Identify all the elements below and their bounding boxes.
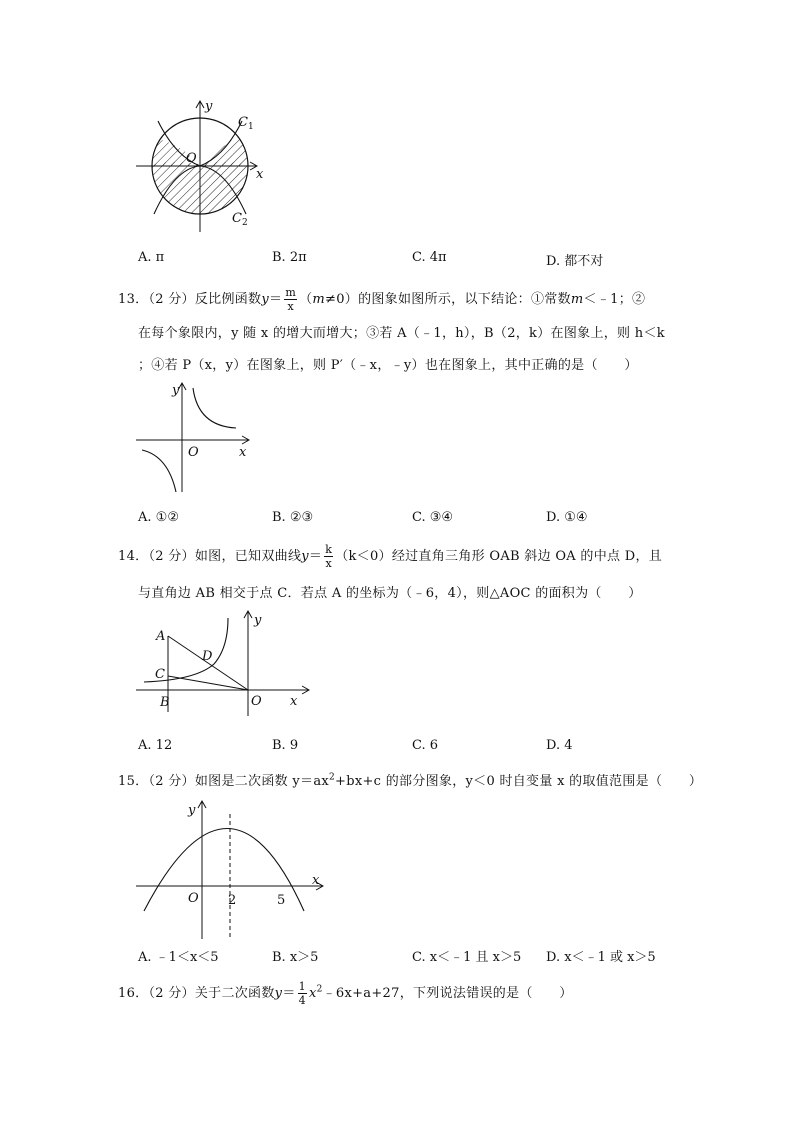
q15-label-o: O xyxy=(188,891,199,906)
q15-line-1: 15．（2 分）如图是二次函数 $y=ax^2+bx+c$ 的部分图象，y＜0 时自变量 x 的取值范围是（ ） xyxy=(118,772,703,789)
q15-figure xyxy=(136,796,336,941)
q12-label-c1: $C_1$ xyxy=(238,115,254,132)
q12-figure xyxy=(130,96,270,236)
q12-label-x: x xyxy=(256,167,264,182)
q14-line-2: 与直角边 AB 相交于点 C．若点 A 的坐标为（﹣6，4），则△AOC 的面积为（ ） xyxy=(138,586,642,601)
q14-option-d[interactable]: D. 4 xyxy=(546,738,573,753)
q15-option-c[interactable]: C. x＜﹣1 且 x＞5 xyxy=(412,950,522,965)
q13-line-3: ；④若 P（x，y）在图象上，则 P′（﹣x，﹣y）也在图象上，其中正确的是（ ） xyxy=(138,358,638,373)
q14-label-b: B xyxy=(160,695,170,710)
q13-label-y: y xyxy=(172,383,180,398)
q12-option-d[interactable]: D. 都不对 xyxy=(546,254,604,269)
q12-option-a[interactable]: A. π xyxy=(138,250,165,265)
q14-label-x: x xyxy=(290,694,298,709)
q14-option-c[interactable]: C. 6 xyxy=(412,738,439,753)
q14-figure xyxy=(136,608,316,718)
q13-label-x: x xyxy=(239,445,247,460)
q13-label-o: O xyxy=(188,445,199,460)
q16-fraction: $\frac{1}{4}$ xyxy=(298,980,306,1007)
q13-option-c[interactable]: C. ③④ xyxy=(412,510,454,525)
q13-line-1: 13．（2 分）反比例函数y＝ $\frac{m}{x}$ （m≠0）的图象如图所示，以下结论：①常数m＜﹣1；② xyxy=(118,286,646,313)
q13-option-a[interactable]: A. ①② xyxy=(138,510,179,525)
q13-fraction: $\frac{m}{x}$ xyxy=(285,286,297,313)
q15-label-x: x xyxy=(312,873,320,888)
q13-option-b[interactable]: B. ②③ xyxy=(272,510,314,525)
q13-hyperbola-q3 xyxy=(142,450,176,492)
q14-label-d: D xyxy=(202,649,213,664)
q12-label-o: O xyxy=(186,151,197,166)
q14-label-c: C xyxy=(155,667,165,682)
q16-line-1: 16．（2 分）关于二次函数y＝ $\frac{1}{4}$ $x^2﹣6x+a+27$，下列说法错误的是（ ） xyxy=(118,980,573,1007)
q14-label-o: O xyxy=(251,694,262,709)
q12-label-y: y xyxy=(205,99,213,114)
q15-tick-5: 5 xyxy=(277,893,286,908)
q15-option-d[interactable]: D. x＜﹣1 或 x＞5 xyxy=(546,950,656,965)
q14-label-a: A xyxy=(156,629,166,644)
q14-label-y: y xyxy=(254,613,262,628)
q15-option-b[interactable]: B. x＞5 xyxy=(272,950,319,965)
q12-label-c2: $C_2$ xyxy=(232,211,248,228)
q13-hyperbola-q1 xyxy=(193,388,236,428)
q14-fraction: $\frac{k}{x}$ xyxy=(325,543,333,570)
q14-option-b[interactable]: B. 9 xyxy=(272,738,299,753)
q12-option-c[interactable]: C. 4π xyxy=(412,250,447,265)
q14-line-1: 14．（2 分）如图，已知双曲线y＝ $\frac{k}{x}$ （k＜0）经过直角三角形 OAB 斜边 OA 的中点 D，且 xyxy=(118,543,663,570)
q15-label-y: y xyxy=(188,803,196,818)
q15-tick-2: 2 xyxy=(228,893,237,908)
q15-option-a[interactable]: A. ﹣1＜x＜5 xyxy=(138,950,219,965)
q13-figure xyxy=(136,380,256,495)
q12-option-b[interactable]: B. 2π xyxy=(272,250,307,265)
q13-option-d[interactable]: D. ①④ xyxy=(546,510,588,525)
q14-option-a[interactable]: A. 12 xyxy=(138,738,173,753)
q13-line-2: 在每个象限内，y 随 x 的增大而增大；③若 A（﹣1，h），B（2，k）在图象上，则 h＜k xyxy=(138,326,665,341)
